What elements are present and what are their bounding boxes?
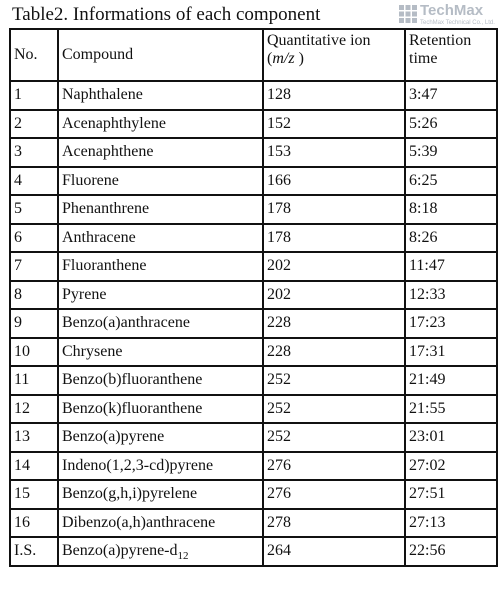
header-retention-time [405,29,497,81]
header-ion-mz: m/z [272,50,295,67]
cell-ion: 128 [263,81,405,110]
cell-no: 2 [10,110,58,139]
cell-compound [58,537,263,566]
cell-compound: Benzo(a)anthracene [58,309,263,338]
cell-rt: 3:47 [405,81,497,110]
cell-rt: 22:56 [405,537,497,566]
header-rt-line2: time [409,50,438,67]
header-compound: Compound [58,29,263,81]
table-row [10,480,497,509]
table-caption: Table2. Informations of each component [12,4,321,25]
cell-no: 16 [10,509,58,538]
cell-ion: 178 [263,195,405,224]
table-row [10,395,497,424]
cell-ion: 252 [263,366,405,395]
cell-compound: Dibenzo(a,h)anthracene [58,509,263,538]
cell-rt: 27:51 [405,480,497,509]
cell-rt: 17:23 [405,309,497,338]
cell-rt: 23:01 [405,423,497,452]
header-ion-line1: Quantitative ion [267,32,371,49]
cell-ion: 252 [263,395,405,424]
cell-no: 10 [10,338,58,367]
cell-ion: 153 [263,138,405,167]
cell-no: 1 [10,81,58,110]
cell-ion: 166 [263,167,405,196]
techmax-logo [399,3,503,29]
cell-compound: Anthracene [58,224,263,253]
header-quantitative-ion [263,29,405,81]
table-row [10,281,497,310]
cell-compound: Phenanthrene [58,195,263,224]
cell-compound: Naphthalene [58,81,263,110]
cell-no: 3 [10,138,58,167]
cell-rt: 27:02 [405,452,497,481]
cell-ion: 228 [263,338,405,367]
cell-compound: Chrysene [58,338,263,367]
table-row [10,81,497,110]
cell-rt: 5:26 [405,110,497,139]
cell-ion: 152 [263,110,405,139]
header-row [10,29,497,81]
cell-rt: 8:26 [405,224,497,253]
header-rt-line1: Retention [409,32,472,49]
table-row [10,195,497,224]
table-row [10,452,497,481]
cell-rt: 5:39 [405,138,497,167]
cell-no: 5 [10,195,58,224]
table-row [10,366,497,395]
cell-rt: 11:47 [405,252,497,281]
header-ion-close: ) [294,50,304,67]
cell-no: 8 [10,281,58,310]
cell-ion: 276 [263,480,405,509]
cell-rt: 17:31 [405,338,497,367]
table-row [10,252,497,281]
cell-no: 12 [10,395,58,424]
cell-ion: 252 [263,423,405,452]
cell-rt: 8:18 [405,195,497,224]
cell-compound: Fluoranthene [58,252,263,281]
logo-wordmark: TechMax [420,3,484,19]
cell-no: I.S. [10,537,58,566]
cell-no: 11 [10,366,58,395]
cell-rt: 6:25 [405,167,497,196]
cell-rt: 12:33 [405,281,497,310]
header-ion-open: ( [267,50,273,67]
cell-compound: Benzo(a)pyrene [58,423,263,452]
cell-no: 6 [10,224,58,253]
cell-compound: Fluorene [58,167,263,196]
cell-ion: 276 [263,452,405,481]
table-row [10,110,497,139]
cell-compound: Indeno(1,2,3-cd)pyrene [58,452,263,481]
cell-no: 13 [10,423,58,452]
table-row [10,138,497,167]
table-row [10,509,497,538]
cell-ion: 228 [263,309,405,338]
logo-tagline: TechMax Technical Co., Ltd. [420,20,495,26]
cell-ion: 202 [263,281,405,310]
cell-compound: Acenaphthylene [58,110,263,139]
cell-ion: 178 [263,224,405,253]
header-ion-line2 [267,50,401,68]
cell-no: 4 [10,167,58,196]
cell-compound: Benzo(b)fluoranthene [58,366,263,395]
compound-subscript: 12 [177,550,189,563]
cell-compound: Pyrene [58,281,263,310]
table-row [10,224,497,253]
table-row [10,167,497,196]
cell-rt: 21:49 [405,366,497,395]
table-row [10,423,497,452]
cell-no: 14 [10,452,58,481]
table-row [10,338,497,367]
component-table [9,28,498,567]
cell-compound: Acenaphthene [58,138,263,167]
cell-compound: Benzo(g,h,i)pyrelene [58,480,263,509]
cell-rt: 27:13 [405,509,497,538]
cell-compound: Benzo(k)fluoranthene [58,395,263,424]
cell-no: 9 [10,309,58,338]
cell-rt: 21:55 [405,395,497,424]
cell-no: 7 [10,252,58,281]
cell-ion: 278 [263,509,405,538]
compound-base: Benzo(a)pyrene-d [62,542,178,560]
table-row-internal-standard [10,537,497,566]
table-row [10,309,497,338]
header-no: No. [10,29,58,81]
cell-ion: 264 [263,537,405,566]
grid-logo-icon [399,5,417,23]
cell-no: 15 [10,480,58,509]
cell-ion: 202 [263,252,405,281]
